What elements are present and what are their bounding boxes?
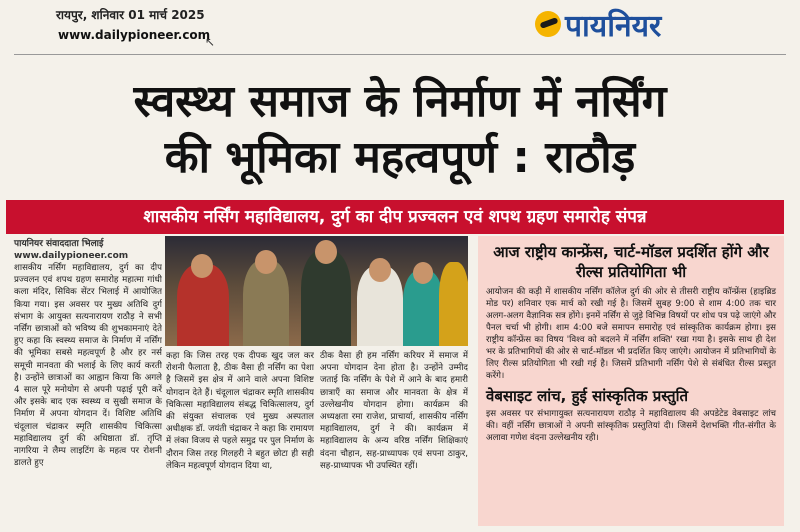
byline <box>14 236 164 261</box>
photo-person-head <box>369 258 391 282</box>
headline-line-2: की भूमिका महत्वपूर्ण : राठौड़ <box>164 132 636 183</box>
pointer-cursor-icon: ↖ <box>205 35 216 49</box>
photo-person-head <box>191 254 213 278</box>
photo-person <box>301 250 351 346</box>
article-column-2: कहा कि जिस तरह एक दीपक खुद जल कर रोशनी फैलाता है, ठीक वैसा ही नर्सिंग का पेशा है जिसमें इस क्षेत्र में आने वाले अपना विशिष्ट योगदान देते हैं। चंदूलाल चंद्राकर स्मृति शासकीय चिकित्सा महाविद्यालय संबद्ध चिकित्सालय, दुर्ग की संयुक्त संचालक एवं मुख्य अस्पताल अधीक्षक डॉ. जयंती चंद्राकर ने कहा कि रामायण में लंका विजय से पहले समुद्र पर पुल निर्माण के दौरान जिस तरह गिलहरी ने बहुत छोटा ही सही लेकिन महत्वपूर्ण योगदान दिया था, <box>166 351 314 471</box>
edition-header <box>0 0 800 52</box>
photo-person-head <box>315 240 337 264</box>
photo-person-head <box>413 262 433 284</box>
article-column-3: ठीक वैसा ही हम नर्सिंग करियर में समाज में अपना योगदान देना होता है। उन्होंने उम्मीद जताई कि नर्सिंग के पेशे में आने के बाद हमारी छात्राएँ का समाज और मानवता के क्षेत्र में उल्लेखनीय योगदान होगा। कार्यक्रम की अध्यक्षता रमा राजेश, प्राचार्या, शासकीय नर्सिंग महाविद्यालय, दुर्ग ने की। कार्यक्रम में महाविद्यालय के अन्य वरिष्ठ नर्सिंग शिक्षिकाएं वंदना चौहान, सह-प्राध्यापक एवं सपना ठाकुर, सह-प्राध्यापक भी उपस्थित रहीं। <box>320 351 468 471</box>
website-url[interactable]: www.dailypioneer.com <box>58 28 211 42</box>
dateline: रायपुर, शनिवार 01 मार्च 2025 <box>56 8 205 22</box>
byline-url: www.dailypioneer.com <box>14 251 129 261</box>
byline-sender: पायनियर संवाददाता भिलाई <box>14 239 104 249</box>
sidebar-title: आज राष्ट्रीय कान्फ्रेंस, चार्ट-मॉडल प्रदर्शित होंगे और रील्स प्रतियोगिता भी <box>493 243 769 281</box>
headline-line-1: स्वस्थ्य समाज के निर्माण में नर्सिंग <box>133 76 667 127</box>
sidebar-box <box>478 236 784 526</box>
subheadline-banner: शासकीय नर्सिंग महाविद्यालय, दुर्ग का दीप प्रज्वलन एवं शपथ ग्रहण समारोह संपन्न <box>6 200 784 234</box>
masthead <box>535 6 785 42</box>
sidebar-text-2: इस अवसर पर संभागायुक्त सत्यनारायण राठौड़ ने महाविद्यालय की अपडेटेड वेबसाइट लांच की। वहीं नर्सिंग छात्राओं ने अपनी सांस्कृतिक प्रस्तुतियां दी। जिसमें देशभक्ति गीत-संगीत के अलावा गणेश वंदना उल्लेखनीय रही। <box>486 409 776 443</box>
headline <box>14 74 786 186</box>
event-photo <box>165 236 468 346</box>
photo-person-head <box>255 250 277 274</box>
header-divider <box>14 54 786 55</box>
article-column-1: शासकीय नर्सिंग महाविद्यालय, दुर्ग का दीप प्रज्वलन एवं शपथ ग्रहण समारोह महात्मा गांधी कला मंदिर, सिविक सेंटर भिलाई में आयोजित किया गया। इस अवसर पर मुख्य अतिथि दुर्ग संभाग के आयुक्त सत्यनारायण राठौड़ ने सभी नर्सिंग छात्राओं को भविष्य की शुभकामनाएं देते हुए कहा कि स्वस्थ्य समाज के निर्माण में नर्सिंग की भूमिका सबसे महत्वपूर्ण है और हर नर्स समूची मानवता की भलाई के लिए कार्य करती है। उन्होंने छात्राओं का आह्वान किया कि अगले 4 साल पूरे मनोयोग से अपनी पढ़ाई पूरी करें और इसके बाद एक स्वस्थ्य व सुखी समाज के निर्माण में अपना योगदान दें। विशिष्ट अतिथि चंदूलाल चंद्राकर स्मृति शासकीय चिकित्सा महाविद्यालय दुर्ग की अधिष्ठाता डॉ. तृप्ति नागरिया ने लैम्प लाइटिंग के महत्व पर रोशनी डालते हुए <box>14 263 162 469</box>
sidebar-text-1: आयोजन की कड़ी में शासकीय नर्सिंग कॉलेज दुर्ग की ओर से तीसरी राष्ट्रीय कॉन्फ्रेंस (हाइब्रिड मोड पर) शनिवार एक मार्च को रखी गई है। जिसमें सुबह 9:00 से शाम 4:00 तक चार अलग-अलग वैज्ञानिक सत्र होंगे। इनमें नर्सिंग से जुड़े विभिन्न विषयों पर शोध पत्र पढ़े जाएंगे और पैनल चर्चा भी होगी। शाम 4:00 बजे समापन समारोह एवं सांस्कृतिक कार्यक्रम होगा। इस राष्ट्रीय कॉन्फ्रेंस का विषय 'विश्व को बदलने में नर्सिंग शक्ति' रखा गया है। इसके साथ ही देश भर के प्रतिभागियों की ओर से चार्ट-मॉडल भी प्रदर्शित किए जाएंगे। आयोजन में प्रतिभागियों के लिए रील्स प्रतियोगिता भी रखी गई है। जिसमें प्रतिभागी नर्सिंग पेशे से संबंधित रील्स प्रस्तुत करेंगे। <box>486 287 776 381</box>
deer-logo-icon <box>535 11 561 37</box>
masthead-title: पायनियर <box>565 8 662 44</box>
photo-person <box>439 262 468 346</box>
sidebar-subheading: वेबसाइट लांच, हुई सांस्कृतिक प्रस्तुति <box>486 387 689 405</box>
